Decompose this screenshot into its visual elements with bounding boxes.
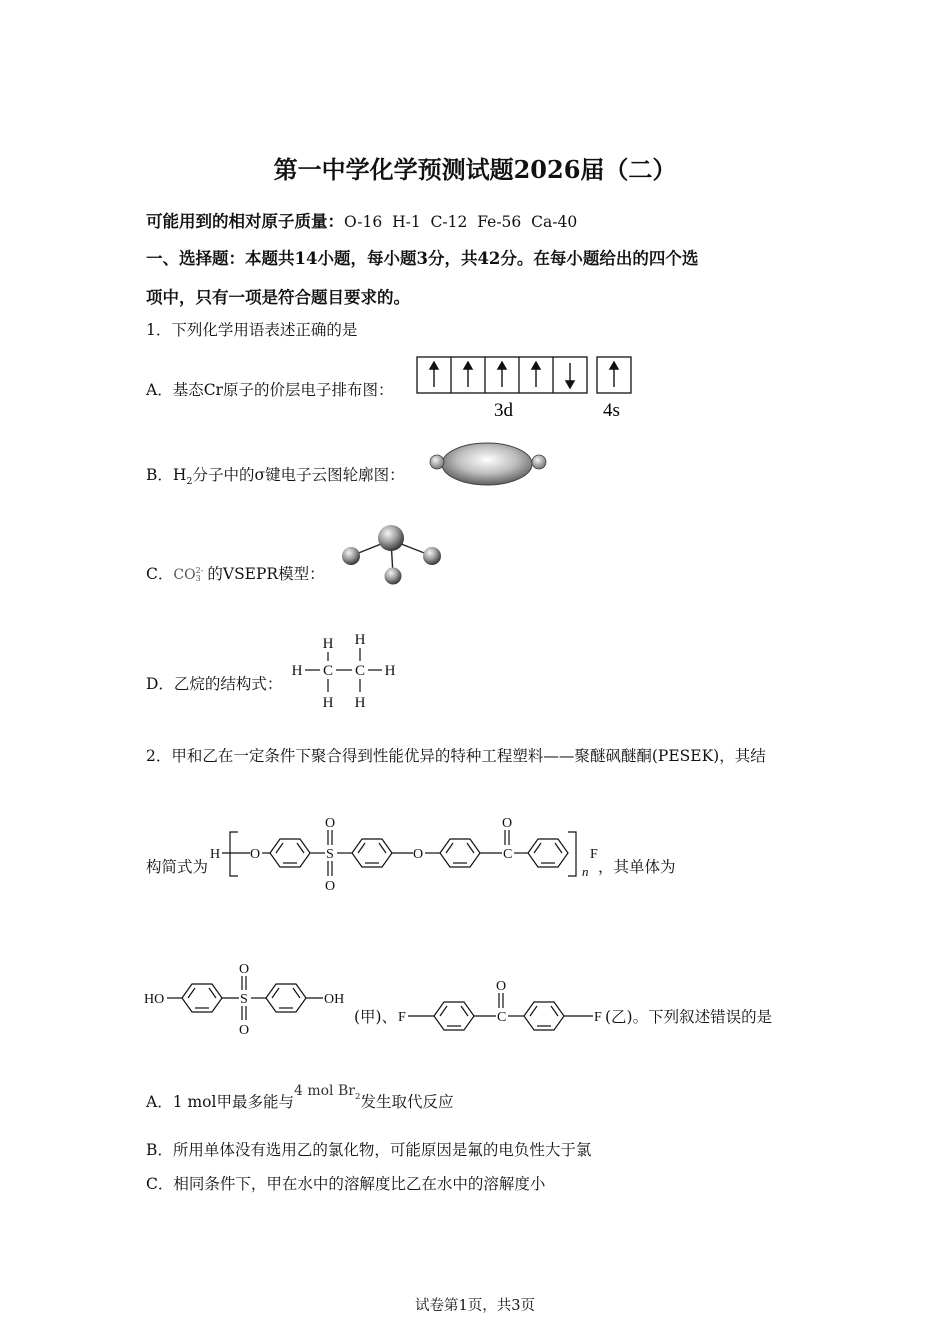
q2-a-reagent: 4 mol $Br_2$ bbox=[293, 1083, 361, 1102]
svg-text:F: F bbox=[398, 1010, 406, 1025]
q2-stem: 2．甲和乙在一定条件下聚合得到性能优异的特种工程塑料——聚醚砜醚酮(PESEK)，其结 bbox=[146, 747, 766, 765]
svg-text:O: O bbox=[250, 847, 261, 862]
q1-c-suffix: 的VSEPR模型： bbox=[207, 565, 325, 583]
q2-struct-prefix: 构简式为 bbox=[146, 858, 209, 876]
page-footer: 试卷第1页，共3页 bbox=[415, 1298, 535, 1314]
q2-option-b: B．所用单体没有选用乙的氯化物，可能原因是氟的电负性大于氯 bbox=[146, 1141, 592, 1159]
svg-text:F: F bbox=[594, 1010, 602, 1025]
atomic-mass-label: 可能用到的相对原子质量： bbox=[146, 212, 344, 231]
svg-text:O: O bbox=[496, 979, 507, 994]
q2-jia-label: (甲)、 bbox=[354, 1008, 398, 1026]
svg-text:O: O bbox=[239, 1023, 250, 1038]
q1-c-sub: 3 bbox=[195, 574, 201, 583]
svg-text:H: H bbox=[384, 663, 396, 679]
monomer-yi-structure bbox=[398, 975, 613, 1035]
q1-c-formula: CO bbox=[173, 567, 196, 583]
svg-text:O: O bbox=[239, 962, 250, 977]
svg-text:C: C bbox=[497, 1010, 507, 1025]
svg-text:H: H bbox=[210, 847, 221, 862]
svg-text:C: C bbox=[322, 663, 334, 679]
svg-text:O: O bbox=[325, 816, 336, 831]
svg-text:OH: OH bbox=[324, 992, 345, 1007]
svg-text:F: F bbox=[590, 847, 598, 862]
svg-text:C: C bbox=[354, 663, 366, 679]
sigma-bond-cloud-image bbox=[426, 440, 551, 490]
svg-text:H: H bbox=[322, 695, 334, 711]
section-heading-line1: 一、选择题：本题共14小题，每小题3分，共42分。在每小题给出的四个选 bbox=[146, 249, 699, 268]
q1-option-c bbox=[146, 562, 325, 584]
q1-option-b bbox=[146, 463, 405, 487]
q2-option-c: C．相同条件下，甲在水中的溶解度比乙在水中的溶解度小 bbox=[146, 1175, 546, 1193]
svg-text:O: O bbox=[502, 816, 513, 831]
svg-text:S: S bbox=[240, 992, 248, 1007]
q1-option-a: A．基态Cr原子的价层电子排布图： bbox=[146, 381, 394, 399]
vsepr-model-image bbox=[335, 518, 450, 593]
svg-text:n: n bbox=[582, 864, 589, 879]
orbital-diagram bbox=[416, 355, 636, 421]
q2-struct-suffix: ，其单体为 bbox=[598, 858, 676, 876]
pesek-structure bbox=[210, 812, 610, 897]
q1-stem: 1．下列化学用语表述正确的是 bbox=[146, 321, 358, 339]
page-title: 第一中学化学预测试题2026届（二） bbox=[273, 155, 677, 184]
q2-a-suffix: 发生取代反应 bbox=[360, 1093, 454, 1111]
svg-text:S: S bbox=[326, 847, 334, 862]
q1-b-sub: 2 bbox=[186, 476, 193, 488]
svg-text:HO: HO bbox=[144, 992, 165, 1007]
svg-text:O: O bbox=[413, 847, 424, 862]
atomic-mass-values: O-16 H-1 C-12 Fe-56 Ca-40 bbox=[344, 213, 578, 231]
q1-b-suffix: 分子中的σ键电子云图轮廓图： bbox=[192, 466, 405, 484]
q1-c-sup: 2- bbox=[195, 566, 204, 575]
svg-text:C: C bbox=[503, 847, 513, 862]
q2-a-prefix: A．1 mol甲最多能与 bbox=[146, 1093, 294, 1111]
q1-b-prefix: B．H bbox=[146, 466, 187, 484]
section-heading-line2: 项中，只有一项是符合题目要求的。 bbox=[146, 288, 410, 307]
ethane-structural-formula bbox=[288, 630, 403, 715]
monomer-jia-structure bbox=[144, 962, 359, 1037]
svg-text:H: H bbox=[354, 695, 366, 711]
atomic-mass-line bbox=[146, 208, 577, 232]
label-4s: 4s bbox=[603, 400, 620, 421]
q2-option-a bbox=[146, 1083, 454, 1114]
svg-text:O: O bbox=[325, 879, 336, 894]
svg-text:H: H bbox=[291, 663, 303, 679]
q2-yi-label: (乙)。下列叙述错误的是 bbox=[605, 1008, 773, 1026]
label-3d: 3d bbox=[494, 400, 513, 421]
svg-text:H: H bbox=[322, 636, 334, 652]
q1-option-d: D．乙烷的结构式： bbox=[146, 675, 283, 693]
q1-c-prefix: C． bbox=[146, 565, 174, 583]
svg-text:H: H bbox=[354, 632, 366, 648]
